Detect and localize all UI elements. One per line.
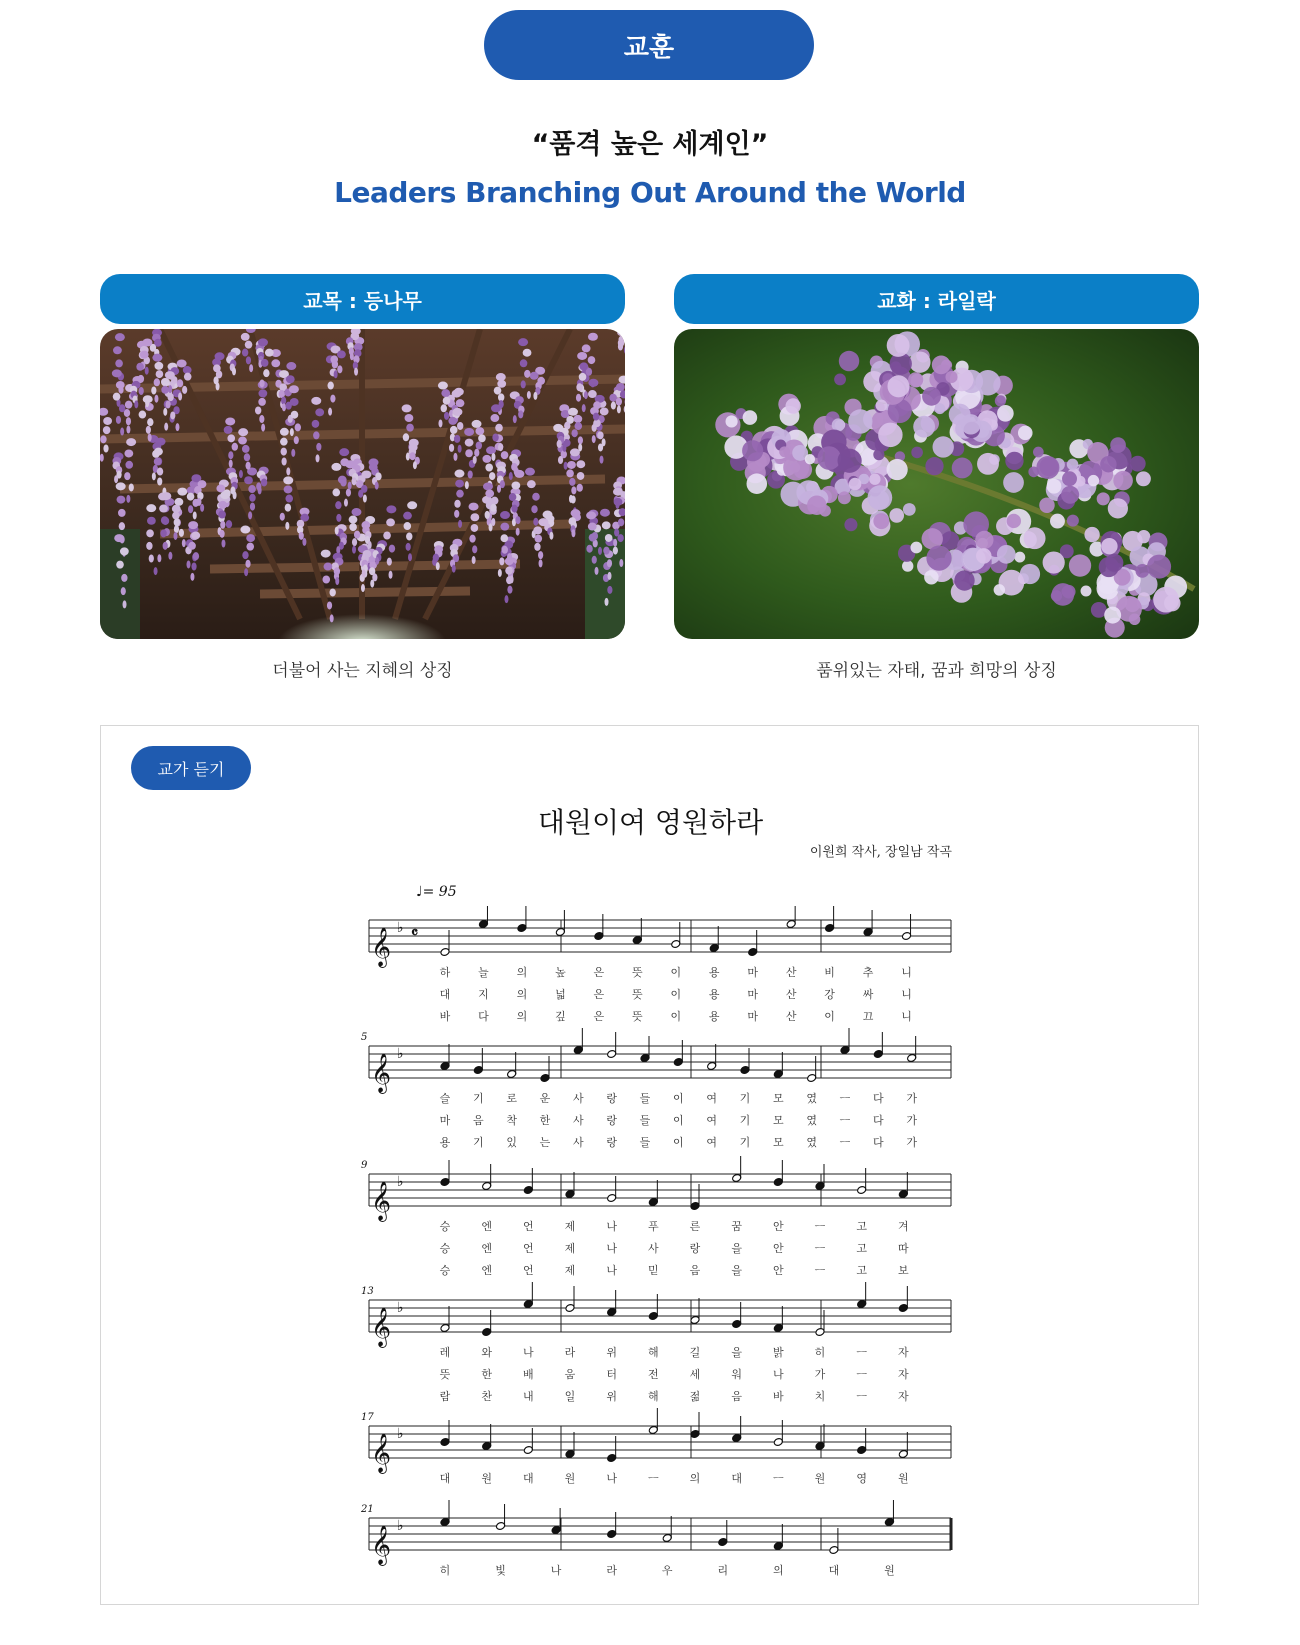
staff-system (361, 1028, 951, 1149)
lyric-syllable: 모 (773, 1136, 784, 1149)
lyric-syllable: 제 (564, 1220, 576, 1233)
lyric-syllable: 승 (439, 1264, 451, 1277)
lyric-syllable: 니 (901, 988, 912, 1001)
lyric-syllable: 의 (516, 1010, 528, 1023)
wisteria-photo (100, 329, 625, 639)
lyric-syllable: 언 (523, 1220, 534, 1233)
measure-number: 9 (361, 1160, 368, 1171)
lyric-syllable: 히 (439, 1564, 451, 1577)
lyric-syllable: 여 (706, 1114, 717, 1127)
treble-clef-icon: 𝄞 (371, 927, 392, 967)
lyric-syllable: 다 (873, 1114, 884, 1127)
lyric-syllable: 은 (593, 966, 605, 979)
lyric-syllable: ㅡ (856, 1346, 867, 1359)
lyric-syllable: 의 (516, 988, 528, 1001)
lyric-syllable: 빛 (495, 1564, 506, 1577)
treble-clef-icon: 𝄞 (371, 1525, 392, 1565)
lyric-syllable: 였 (806, 1136, 817, 1149)
school-flower-caption: 품위있는 자태, 꿈과 희망의 상징 (816, 661, 1057, 681)
lyric-syllable: 마 (747, 966, 759, 979)
lyric-syllable: 리 (717, 1564, 729, 1577)
school-tree-label: 교목 : 등나무 (100, 274, 625, 324)
lyric-syllable: 비 (824, 966, 835, 979)
lyric-syllable: 겨 (898, 1220, 909, 1233)
lyric-syllable: 제 (564, 1242, 576, 1255)
lyric-syllable: 영 (856, 1472, 867, 1485)
lyric-syllable: 싸 (862, 988, 874, 1001)
lyric-syllable: 와 (481, 1346, 492, 1359)
lyric-syllable: 다 (873, 1136, 884, 1149)
lyric-syllable: 랑 (606, 1092, 617, 1105)
staff-system (361, 1156, 951, 1277)
lyric-syllable: 배 (523, 1368, 534, 1381)
lyric-syllable: 기 (473, 1092, 484, 1105)
lyric-syllable: 가 (814, 1368, 826, 1381)
lyric-syllable: 슬 (439, 1092, 451, 1105)
lyric-syllable: 자 (898, 1346, 909, 1359)
lyric-syllable: 용 (439, 1136, 451, 1149)
lyric-syllable: 가 (906, 1092, 917, 1105)
lyric-syllable: 원 (481, 1472, 492, 1485)
staff-system (361, 1500, 951, 1577)
flat-icon: ♭ (397, 1174, 404, 1190)
treble-clef-icon: 𝄞 (371, 1181, 392, 1221)
lyric-syllable: 마 (747, 988, 759, 1001)
lyric-syllable: 워 (731, 1368, 742, 1381)
lyric-syllable: 나 (606, 1242, 617, 1255)
lyric-syllable: 넓 (555, 988, 566, 1001)
lyric-syllable: 승 (439, 1220, 451, 1233)
lyric-syllable: 히 (814, 1346, 826, 1359)
lyric-syllable: 지 (478, 988, 489, 1001)
lyric-syllable: 안 (773, 1264, 784, 1277)
lyric-syllable: 다 (873, 1092, 884, 1105)
lyric-syllable: 젊 (689, 1390, 701, 1403)
lyric-syllable: 추 (862, 966, 874, 979)
lyric-syllable: 일 (564, 1390, 576, 1403)
lyric-syllable: 밝 (773, 1346, 784, 1359)
motto-button[interactable]: 교훈 (484, 10, 814, 80)
lilac-photo (674, 329, 1199, 639)
lyric-syllable: 내 (523, 1390, 534, 1403)
staff-system (361, 1408, 951, 1485)
lyric-syllable: ㅡ (839, 1092, 851, 1105)
lyric-syllable: 람 (439, 1390, 451, 1403)
measure-number: 17 (361, 1412, 374, 1423)
lyric-syllable: 음 (731, 1390, 742, 1403)
motto-korean: “품격 높은 세계인” (531, 129, 769, 160)
flat-icon: ♭ (397, 1046, 404, 1062)
lyric-syllable: 을 (731, 1242, 742, 1255)
lyric-syllable: 가 (906, 1114, 917, 1127)
lyric-syllable: 는 (539, 1136, 551, 1149)
lyric-syllable: 이 (673, 1092, 684, 1105)
school-song-panel (100, 725, 1199, 1605)
lyric-syllable: 승 (439, 1242, 451, 1255)
lyric-syllable: 른 (689, 1220, 701, 1233)
lyric-syllable: 여 (706, 1092, 717, 1105)
lyric-syllable: 한 (539, 1114, 551, 1127)
lyric-syllable: 엔 (481, 1242, 492, 1255)
lyric-syllable: 마 (747, 1010, 759, 1023)
lyric-syllable: 다 (478, 1010, 489, 1023)
lyric-syllable: 이 (670, 988, 682, 1001)
tempo-marking: ♩= 95 (416, 884, 457, 900)
lyric-syllable: ㅡ (856, 1368, 867, 1381)
lyric-syllable: ㅡ (839, 1114, 851, 1127)
lyric-syllable: 강 (824, 988, 835, 1001)
lyric-syllable: 랑 (689, 1242, 701, 1255)
lyric-syllable: 들 (639, 1114, 651, 1127)
lyric-syllable: 제 (564, 1264, 576, 1277)
lyric-syllable: 언 (523, 1242, 534, 1255)
treble-clef-icon: 𝄞 (371, 1053, 392, 1093)
lyric-syllable: 전 (648, 1368, 659, 1381)
lyric-syllable: 용 (708, 988, 720, 1001)
lyric-syllable: 의 (773, 1564, 784, 1577)
lyric-syllable: 나 (606, 1220, 617, 1233)
lyric-syllable: 꿈 (731, 1220, 742, 1233)
lyric-syllable: 원 (564, 1472, 576, 1485)
motto-english: Leaders Branching Out Around the World (334, 176, 966, 209)
lyric-syllable: ㅡ (648, 1472, 659, 1485)
lyric-syllable: 을 (731, 1264, 742, 1277)
lyric-syllable: 로 (506, 1092, 517, 1105)
lyric-syllable: 고 (856, 1264, 867, 1277)
lyric-syllable: 끄 (862, 1010, 874, 1023)
lyric-syllable: 였 (806, 1114, 817, 1127)
treble-clef-icon: 𝄞 (371, 1307, 392, 1347)
lyric-syllable: 랑 (606, 1136, 617, 1149)
lyric-syllable: 원 (814, 1472, 826, 1485)
lyric-syllable: 안 (773, 1242, 784, 1255)
listen-song-button[interactable]: 교가 듣기 (131, 746, 251, 790)
lyric-syllable: 있 (506, 1136, 517, 1149)
lyric-syllable: 운 (539, 1092, 551, 1105)
time-signature: 𝄴 (411, 923, 419, 942)
lyric-syllable: ㅡ (773, 1472, 784, 1485)
sheet-music (361, 906, 961, 1586)
lyric-syllable: 믿 (648, 1264, 659, 1277)
lyric-syllable: 라 (564, 1346, 576, 1359)
lyric-syllable: 였 (806, 1092, 817, 1105)
lyric-syllable: 자 (898, 1368, 909, 1381)
flat-icon: ♭ (397, 1518, 404, 1534)
lyric-syllable: 사 (573, 1114, 584, 1127)
lyric-syllable: ㅡ (814, 1220, 826, 1233)
lyric-syllable: 기 (739, 1136, 751, 1149)
lyric-syllable: 이 (824, 1010, 835, 1023)
treble-clef-icon: 𝄞 (371, 1433, 392, 1473)
lyric-syllable: 대 (523, 1472, 534, 1485)
lyric-syllable: 대 (828, 1564, 840, 1577)
staff-system (369, 906, 951, 1023)
lyric-syllable: 산 (785, 966, 797, 979)
lyric-syllable: 해 (648, 1390, 659, 1403)
lyric-syllable: ㅡ (814, 1264, 826, 1277)
lyric-syllable: 니 (901, 1010, 912, 1023)
school-tree-caption: 더불어 사는 지혜의 상징 (272, 661, 453, 681)
lyric-syllable: 한 (481, 1368, 492, 1381)
lyric-syllable: 해 (648, 1346, 659, 1359)
lyric-syllable: 엔 (481, 1264, 492, 1277)
lyric-syllable: 라 (606, 1564, 617, 1577)
lyric-syllable: 대 (439, 1472, 451, 1485)
lyric-syllable: 들 (639, 1092, 651, 1105)
lyric-syllable: 푸 (648, 1220, 659, 1233)
lyric-syllable: 이 (670, 966, 682, 979)
lyric-syllable: ㅡ (856, 1390, 867, 1403)
lyric-syllable: 모 (773, 1092, 784, 1105)
lyric-syllable: 랑 (606, 1114, 617, 1127)
lyric-syllable: 뜻 (439, 1368, 451, 1381)
lyric-syllable: 가 (906, 1136, 917, 1149)
lyric-syllable: 엔 (481, 1220, 492, 1233)
lyric-syllable: 세 (689, 1368, 701, 1381)
lyric-syllable: 뜻 (631, 966, 643, 979)
song-title: 대원이여 영원하라 (537, 806, 764, 839)
lyric-syllable: 산 (785, 988, 797, 1001)
lyric-syllable: 깊 (555, 1010, 566, 1023)
lyric-syllable: 착 (506, 1114, 517, 1127)
lyric-syllable: 위 (606, 1390, 617, 1403)
lyric-syllable: 보 (898, 1264, 909, 1277)
lyric-syllable: 움 (564, 1368, 576, 1381)
lyric-syllable: 이 (673, 1136, 684, 1149)
lyric-syllable: 기 (739, 1114, 751, 1127)
lyric-syllable: 용 (708, 1010, 720, 1023)
lyric-syllable: 바 (773, 1390, 784, 1403)
lyric-syllable: 사 (573, 1092, 584, 1105)
quarter-note-icon: ♩ (416, 884, 423, 900)
lyric-syllable: 찬 (481, 1390, 492, 1403)
school-flower-label: 교화 : 라일락 (674, 274, 1199, 324)
lyric-syllable: 사 (573, 1136, 584, 1149)
lyric-syllable: 기 (739, 1092, 751, 1105)
lyric-syllable: 자 (898, 1390, 909, 1403)
lyric-syllable: 음 (473, 1114, 484, 1127)
lyric-syllable: 우 (661, 1564, 673, 1577)
lyric-syllable: 이 (673, 1114, 684, 1127)
lyric-syllable: 나 (773, 1368, 784, 1381)
lyric-syllable: 고 (856, 1220, 867, 1233)
flat-icon: ♭ (397, 1426, 404, 1442)
lyric-syllable: 늘 (478, 966, 489, 979)
lyric-syllable: 을 (731, 1346, 742, 1359)
lyric-syllable: 은 (593, 988, 605, 1001)
lyric-syllable: 사 (648, 1242, 659, 1255)
lyric-syllable: 나 (606, 1472, 617, 1485)
lyric-syllable: 대 (439, 988, 451, 1001)
lyric-syllable: 뜻 (631, 988, 643, 1001)
lyric-syllable: 기 (473, 1136, 484, 1149)
lyric-syllable: 대 (731, 1472, 742, 1485)
staff-system (361, 1282, 951, 1403)
lyric-syllable: 의 (516, 966, 528, 979)
lyric-syllable: 여 (706, 1136, 717, 1149)
lyric-syllable: 용 (708, 966, 720, 979)
lyric-syllable: 높 (555, 966, 566, 979)
lyric-syllable: 원 (884, 1564, 895, 1577)
lyric-syllable: 위 (606, 1346, 617, 1359)
flat-icon: ♭ (397, 920, 404, 936)
measure-number: 5 (361, 1032, 368, 1043)
lyric-syllable: 나 (606, 1264, 617, 1277)
measure-number: 13 (361, 1286, 374, 1297)
lyric-syllable: 의 (689, 1472, 701, 1485)
lyric-syllable: 길 (689, 1346, 701, 1359)
lyric-syllable: 안 (773, 1220, 784, 1233)
lyric-syllable: 레 (439, 1346, 451, 1359)
lyric-syllable: 바 (439, 1010, 451, 1023)
lyric-syllable: 모 (773, 1114, 784, 1127)
lyric-syllable: ㅡ (814, 1242, 826, 1255)
measure-number: 21 (361, 1504, 374, 1515)
lyric-syllable: 산 (785, 1010, 797, 1023)
lyric-syllable: 터 (606, 1368, 617, 1381)
lyric-syllable: 고 (856, 1242, 867, 1255)
lyric-syllable: 은 (593, 1010, 605, 1023)
lyric-syllable: ㅡ (839, 1136, 851, 1149)
lyric-syllable: 나 (550, 1564, 562, 1577)
lyric-syllable: 원 (898, 1472, 909, 1485)
lyric-syllable: 치 (814, 1390, 826, 1403)
lyric-syllable: 니 (901, 966, 912, 979)
lyric-syllable: 뜻 (631, 1010, 643, 1023)
lyric-syllable: 나 (523, 1346, 534, 1359)
lyric-syllable: 하 (439, 966, 451, 979)
lyric-syllable: 따 (898, 1242, 909, 1255)
lyric-syllable: 음 (689, 1264, 701, 1277)
lyric-syllable: 언 (523, 1264, 534, 1277)
lyric-syllable: 들 (639, 1136, 651, 1149)
song-credit: 이원희 작사, 장일남 작곡 (809, 845, 952, 860)
lyric-syllable: 이 (670, 1010, 682, 1023)
lyric-syllable: 마 (439, 1114, 451, 1127)
flat-icon: ♭ (397, 1300, 404, 1316)
